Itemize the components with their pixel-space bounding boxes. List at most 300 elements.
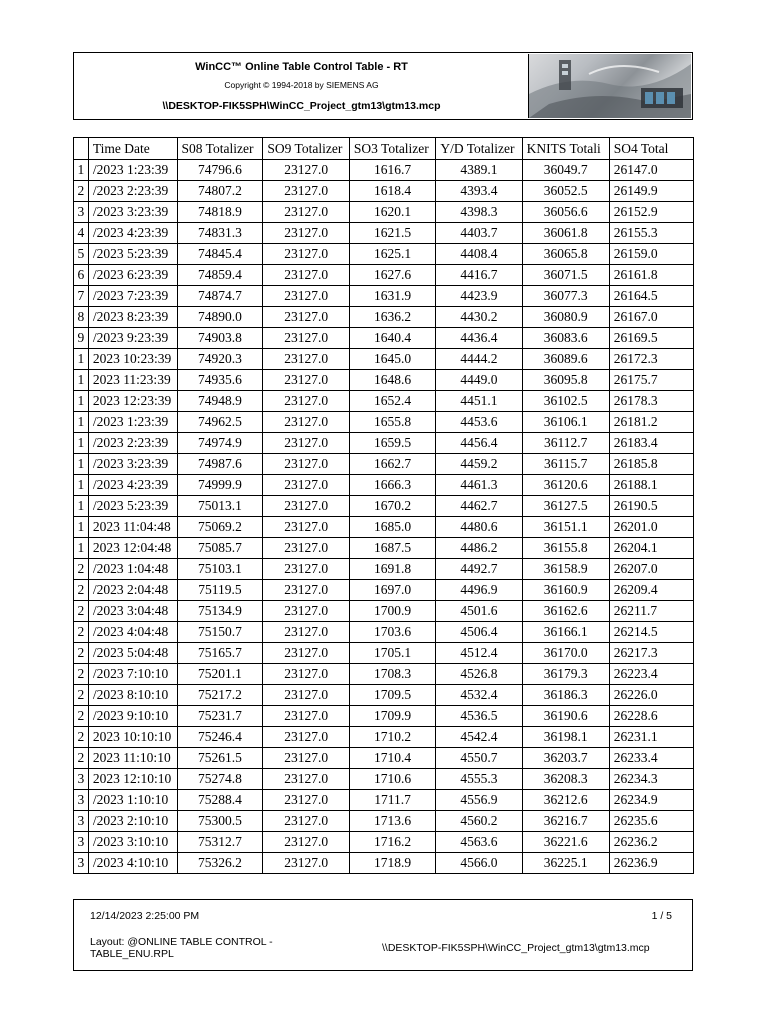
cell-so3-totalizer: 1687.5 <box>349 538 435 559</box>
cell-so4-totalizer: 26211.7 <box>609 601 693 622</box>
row-index: 2 <box>74 580 88 601</box>
cell-so4-totalizer: 26167.0 <box>609 307 693 328</box>
cell-s08-totalizer: 74807.2 <box>177 181 263 202</box>
cell-knits-totalizer: 36158.9 <box>522 559 609 580</box>
cell-so9-totalizer: 23127.0 <box>263 832 349 853</box>
cell-s08-totalizer: 74874.7 <box>177 286 263 307</box>
cell-so4-totalizer: 26152.9 <box>609 202 693 223</box>
cell-s08-totalizer: 74935.6 <box>177 370 263 391</box>
cell-so3-totalizer: 1631.9 <box>349 286 435 307</box>
table-row[interactable] <box>74 832 694 853</box>
cell-yd-totalizer: 4560.2 <box>436 811 522 832</box>
cell-yd-totalizer: 4408.4 <box>436 244 522 265</box>
cell-time-date: /2023 1:10:10 <box>88 790 177 811</box>
copyright-text: Copyright © 1994-2018 by SIEMENS AG <box>224 80 379 90</box>
cell-knits-totalizer: 36155.8 <box>522 538 609 559</box>
cell-yd-totalizer: 4536.5 <box>436 706 522 727</box>
cell-yd-totalizer: 4501.6 <box>436 601 522 622</box>
cell-so9-totalizer: 23127.0 <box>263 769 349 790</box>
cell-so9-totalizer: 23127.0 <box>263 223 349 244</box>
cell-s08-totalizer: 74948.9 <box>177 391 263 412</box>
row-index: 6 <box>74 265 88 286</box>
cell-so3-totalizer: 1711.7 <box>349 790 435 811</box>
page-number: 1 / 5 <box>651 910 672 922</box>
cell-so9-totalizer: 23127.0 <box>263 664 349 685</box>
cell-so9-totalizer: 23127.0 <box>263 433 349 454</box>
cell-yd-totalizer: 4423.9 <box>436 286 522 307</box>
row-index: 1 <box>74 454 88 475</box>
cell-so3-totalizer: 1685.0 <box>349 517 435 538</box>
row-index: 3 <box>74 202 88 223</box>
cell-time-date: /2023 2:23:39 <box>88 181 177 202</box>
row-index: 2 <box>74 727 88 748</box>
wincc-logo-graphic <box>529 54 691 118</box>
cell-so4-totalizer: 26155.3 <box>609 223 693 244</box>
table-row[interactable] <box>74 538 694 559</box>
row-index: 1 <box>74 433 88 454</box>
cell-so4-totalizer: 26209.4 <box>609 580 693 601</box>
table-row[interactable] <box>74 307 694 328</box>
cell-time-date: /2023 4:23:39 <box>88 475 177 496</box>
cell-time-date: /2023 3:10:10 <box>88 832 177 853</box>
row-index: 2 <box>74 622 88 643</box>
cell-so3-totalizer: 1636.2 <box>349 307 435 328</box>
cell-yd-totalizer: 4449.0 <box>436 370 522 391</box>
table-row[interactable] <box>74 475 694 496</box>
cell-yd-totalizer: 4389.1 <box>436 160 522 181</box>
cell-knits-totalizer: 36127.5 <box>522 496 609 517</box>
row-index: 8 <box>74 307 88 328</box>
cell-so3-totalizer: 1662.7 <box>349 454 435 475</box>
cell-so9-totalizer: 23127.0 <box>263 370 349 391</box>
cell-so3-totalizer: 1655.8 <box>349 412 435 433</box>
cell-time-date: /2023 6:23:39 <box>88 265 177 286</box>
row-index: 2 <box>74 748 88 769</box>
row-index: 5 <box>74 244 88 265</box>
row-index: 2 <box>74 685 88 706</box>
cell-knits-totalizer: 36112.7 <box>522 433 609 454</box>
column-header-knits-totalizer[interactable]: KNITS Totali <box>522 138 609 160</box>
project-path: \\DESKTOP-FIK5SPH\WinCC_Project_gtm13\gtm13.mcp <box>162 100 441 112</box>
row-index: 2 <box>74 664 88 685</box>
cell-yd-totalizer: 4506.4 <box>436 622 522 643</box>
cell-so3-totalizer: 1700.9 <box>349 601 435 622</box>
cell-s08-totalizer: 74920.3 <box>177 349 263 370</box>
cell-s08-totalizer: 74796.6 <box>177 160 263 181</box>
cell-s08-totalizer: 75246.4 <box>177 727 263 748</box>
cell-s08-totalizer: 75261.5 <box>177 748 263 769</box>
cell-so9-totalizer: 23127.0 <box>263 601 349 622</box>
cell-knits-totalizer: 36102.5 <box>522 391 609 412</box>
column-header-so4-totalizer[interactable]: SO4 Total <box>609 138 693 160</box>
column-header-index <box>74 138 88 160</box>
table-row[interactable] <box>74 580 694 601</box>
cell-so3-totalizer: 1659.5 <box>349 433 435 454</box>
cell-time-date: /2023 8:23:39 <box>88 307 177 328</box>
cell-time-date: /2023 8:10:10 <box>88 685 177 706</box>
cell-so3-totalizer: 1691.8 <box>349 559 435 580</box>
cell-so9-totalizer: 23127.0 <box>263 496 349 517</box>
cell-knits-totalizer: 36065.8 <box>522 244 609 265</box>
row-index: 3 <box>74 790 88 811</box>
cell-yd-totalizer: 4563.6 <box>436 832 522 853</box>
cell-s08-totalizer: 74845.4 <box>177 244 263 265</box>
table-row[interactable] <box>74 748 694 769</box>
cell-yd-totalizer: 4444.2 <box>436 349 522 370</box>
cell-so3-totalizer: 1710.6 <box>349 769 435 790</box>
cell-time-date: /2023 4:10:10 <box>88 853 177 874</box>
cell-knits-totalizer: 36198.1 <box>522 727 609 748</box>
cell-time-date: 2023 12:10:10 <box>88 769 177 790</box>
cell-s08-totalizer: 75217.2 <box>177 685 263 706</box>
cell-time-date: /2023 1:04:48 <box>88 559 177 580</box>
cell-so9-totalizer: 23127.0 <box>263 286 349 307</box>
online-table <box>73 137 694 874</box>
cell-time-date: /2023 4:23:39 <box>88 223 177 244</box>
cell-so3-totalizer: 1648.6 <box>349 370 435 391</box>
cell-knits-totalizer: 36052.5 <box>522 181 609 202</box>
cell-so9-totalizer: 23127.0 <box>263 391 349 412</box>
cell-time-date: /2023 5:23:39 <box>88 244 177 265</box>
column-header-time-date[interactable]: Time Date <box>88 138 177 160</box>
table-row[interactable] <box>74 454 694 475</box>
cell-yd-totalizer: 4403.7 <box>436 223 522 244</box>
cell-yd-totalizer: 4486.2 <box>436 538 522 559</box>
cell-knits-totalizer: 36077.3 <box>522 286 609 307</box>
cell-s08-totalizer: 74859.4 <box>177 265 263 286</box>
cell-time-date: /2023 9:23:39 <box>88 328 177 349</box>
cell-so9-totalizer: 23127.0 <box>263 706 349 727</box>
cell-time-date: /2023 2:10:10 <box>88 811 177 832</box>
row-index: 1 <box>74 160 88 181</box>
cell-yd-totalizer: 4555.3 <box>436 769 522 790</box>
table-header-row <box>74 138 694 160</box>
cell-knits-totalizer: 36162.6 <box>522 601 609 622</box>
table-row[interactable] <box>74 244 694 265</box>
cell-knits-totalizer: 36225.1 <box>522 853 609 874</box>
row-index: 3 <box>74 811 88 832</box>
cell-s08-totalizer: 75326.2 <box>177 853 263 874</box>
cell-so4-totalizer: 26204.1 <box>609 538 693 559</box>
cell-knits-totalizer: 36120.6 <box>522 475 609 496</box>
table-row[interactable] <box>74 601 694 622</box>
cell-so9-totalizer: 23127.0 <box>263 853 349 874</box>
report-header-text <box>74 53 529 119</box>
cell-yd-totalizer: 4461.3 <box>436 475 522 496</box>
cell-so4-totalizer: 26226.0 <box>609 685 693 706</box>
cell-yd-totalizer: 4566.0 <box>436 853 522 874</box>
row-index: 1 <box>74 391 88 412</box>
cell-so3-totalizer: 1640.4 <box>349 328 435 349</box>
cell-yd-totalizer: 4393.4 <box>436 181 522 202</box>
cell-so4-totalizer: 26217.3 <box>609 643 693 664</box>
row-index: 3 <box>74 769 88 790</box>
cell-so4-totalizer: 26234.3 <box>609 769 693 790</box>
cell-so4-totalizer: 26178.3 <box>609 391 693 412</box>
cell-so9-totalizer: 23127.0 <box>263 454 349 475</box>
cell-time-date: /2023 4:04:48 <box>88 622 177 643</box>
row-index: 1 <box>74 496 88 517</box>
table-row[interactable] <box>74 349 694 370</box>
cell-so4-totalizer: 26234.9 <box>609 790 693 811</box>
cell-s08-totalizer: 75165.7 <box>177 643 263 664</box>
cell-so3-totalizer: 1703.6 <box>349 622 435 643</box>
cell-s08-totalizer: 75201.1 <box>177 664 263 685</box>
table-row[interactable] <box>74 496 694 517</box>
cell-so4-totalizer: 26183.4 <box>609 433 693 454</box>
cell-so9-totalizer: 23127.0 <box>263 727 349 748</box>
cell-so4-totalizer: 26214.5 <box>609 622 693 643</box>
table-row[interactable] <box>74 181 694 202</box>
cell-so3-totalizer: 1645.0 <box>349 349 435 370</box>
cell-knits-totalizer: 36190.6 <box>522 706 609 727</box>
cell-time-date: 2023 11:23:39 <box>88 370 177 391</box>
cell-knits-totalizer: 36179.3 <box>522 664 609 685</box>
cell-s08-totalizer: 74831.3 <box>177 223 263 244</box>
cell-yd-totalizer: 4436.4 <box>436 328 522 349</box>
cell-so4-totalizer: 26235.6 <box>609 811 693 832</box>
cell-so4-totalizer: 26169.5 <box>609 328 693 349</box>
cell-s08-totalizer: 75134.9 <box>177 601 263 622</box>
cell-s08-totalizer: 74987.6 <box>177 454 263 475</box>
cell-so4-totalizer: 26231.1 <box>609 727 693 748</box>
row-index: 1 <box>74 370 88 391</box>
cell-so3-totalizer: 1710.2 <box>349 727 435 748</box>
cell-so9-totalizer: 23127.0 <box>263 244 349 265</box>
cell-time-date: 2023 11:04:48 <box>88 517 177 538</box>
row-index: 9 <box>74 328 88 349</box>
table-row[interactable] <box>74 559 694 580</box>
cell-knits-totalizer: 36106.1 <box>522 412 609 433</box>
cell-so9-totalizer: 23127.0 <box>263 559 349 580</box>
cell-so9-totalizer: 23127.0 <box>263 643 349 664</box>
cell-yd-totalizer: 4496.9 <box>436 580 522 601</box>
wincc-logo-image <box>528 54 691 118</box>
print-timestamp: 12/14/2023 2:25:00 PM <box>90 910 200 922</box>
cell-s08-totalizer: 74890.0 <box>177 307 263 328</box>
cell-yd-totalizer: 4526.8 <box>436 664 522 685</box>
cell-s08-totalizer: 75103.1 <box>177 559 263 580</box>
cell-time-date: /2023 5:04:48 <box>88 643 177 664</box>
cell-so3-totalizer: 1670.2 <box>349 496 435 517</box>
table-row[interactable] <box>74 286 694 307</box>
cell-so3-totalizer: 1710.4 <box>349 748 435 769</box>
cell-s08-totalizer: 75013.1 <box>177 496 263 517</box>
cell-s08-totalizer: 75069.2 <box>177 517 263 538</box>
column-header-so9-totalizer[interactable]: SO9 Totalizer <box>263 138 349 160</box>
cell-so3-totalizer: 1716.2 <box>349 832 435 853</box>
table-row[interactable] <box>74 706 694 727</box>
footer-project-path: \\DESKTOP-FIK5SPH\WinCC_Project_gtm13\gtm13.mcp <box>382 942 650 954</box>
data-table <box>74 138 694 874</box>
cell-time-date: /2023 3:23:39 <box>88 454 177 475</box>
column-header-yd-totalizer[interactable]: Y/D Totalizer <box>436 138 522 160</box>
cell-knits-totalizer: 36049.7 <box>522 160 609 181</box>
cell-time-date: /2023 9:10:10 <box>88 706 177 727</box>
layout-name: Layout: @ONLINE TABLE CONTROL - TABLE_ENU.RPL <box>90 936 273 960</box>
row-index: 1 <box>74 538 88 559</box>
cell-time-date: 2023 10:23:39 <box>88 349 177 370</box>
cell-so4-totalizer: 26161.8 <box>609 265 693 286</box>
cell-yd-totalizer: 4416.7 <box>436 265 522 286</box>
table-row[interactable] <box>74 202 694 223</box>
cell-knits-totalizer: 36071.5 <box>522 265 609 286</box>
cell-so3-totalizer: 1697.0 <box>349 580 435 601</box>
cell-yd-totalizer: 4456.4 <box>436 433 522 454</box>
cell-yd-totalizer: 4459.2 <box>436 454 522 475</box>
row-index: 3 <box>74 832 88 853</box>
cell-knits-totalizer: 36095.8 <box>522 370 609 391</box>
cell-s08-totalizer: 74903.8 <box>177 328 263 349</box>
cell-s08-totalizer: 74818.9 <box>177 202 263 223</box>
table-row[interactable] <box>74 727 694 748</box>
cell-knits-totalizer: 36089.6 <box>522 349 609 370</box>
row-index: 2 <box>74 706 88 727</box>
table-row[interactable] <box>74 643 694 664</box>
cell-s08-totalizer: 75150.7 <box>177 622 263 643</box>
cell-s08-totalizer: 75231.7 <box>177 706 263 727</box>
cell-so9-totalizer: 23127.0 <box>263 160 349 181</box>
cell-so3-totalizer: 1713.6 <box>349 811 435 832</box>
report-footer <box>73 899 693 971</box>
row-index: 2 <box>74 643 88 664</box>
row-index: 1 <box>74 517 88 538</box>
row-index: 4 <box>74 223 88 244</box>
cell-knits-totalizer: 36221.6 <box>522 832 609 853</box>
cell-so9-totalizer: 23127.0 <box>263 181 349 202</box>
cell-knits-totalizer: 36216.7 <box>522 811 609 832</box>
cell-yd-totalizer: 4550.7 <box>436 748 522 769</box>
cell-time-date: /2023 7:23:39 <box>88 286 177 307</box>
cell-so9-totalizer: 23127.0 <box>263 202 349 223</box>
cell-so4-totalizer: 26201.0 <box>609 517 693 538</box>
cell-so3-totalizer: 1620.1 <box>349 202 435 223</box>
table-row[interactable] <box>74 685 694 706</box>
cell-time-date: 2023 12:23:39 <box>88 391 177 412</box>
cell-so9-totalizer: 23127.0 <box>263 790 349 811</box>
cell-knits-totalizer: 36166.1 <box>522 622 609 643</box>
cell-so9-totalizer: 23127.0 <box>263 622 349 643</box>
table-row[interactable] <box>74 370 694 391</box>
cell-s08-totalizer: 75119.5 <box>177 580 263 601</box>
cell-so4-totalizer: 26233.4 <box>609 748 693 769</box>
cell-so9-totalizer: 23127.0 <box>263 811 349 832</box>
row-index: 1 <box>74 412 88 433</box>
cell-time-date: /2023 7:10:10 <box>88 664 177 685</box>
table-row[interactable] <box>74 433 694 454</box>
cell-so3-totalizer: 1709.5 <box>349 685 435 706</box>
cell-s08-totalizer: 75085.7 <box>177 538 263 559</box>
row-index: 2 <box>74 601 88 622</box>
table-row[interactable] <box>74 769 694 790</box>
row-index: 3 <box>74 853 88 874</box>
cell-so4-totalizer: 26228.6 <box>609 706 693 727</box>
cell-so4-totalizer: 26159.0 <box>609 244 693 265</box>
report-title: WinCC™ Online Table Control Table - RT <box>195 61 408 73</box>
cell-knits-totalizer: 36203.7 <box>522 748 609 769</box>
cell-so9-totalizer: 23127.0 <box>263 580 349 601</box>
cell-so3-totalizer: 1709.9 <box>349 706 435 727</box>
cell-so4-totalizer: 26190.5 <box>609 496 693 517</box>
table-row[interactable] <box>74 622 694 643</box>
table-row[interactable] <box>74 160 694 181</box>
cell-yd-totalizer: 4542.4 <box>436 727 522 748</box>
cell-time-date: 2023 12:04:48 <box>88 538 177 559</box>
cell-s08-totalizer: 75312.7 <box>177 832 263 853</box>
cell-so3-totalizer: 1666.3 <box>349 475 435 496</box>
table-row[interactable] <box>74 265 694 286</box>
cell-so3-totalizer: 1708.3 <box>349 664 435 685</box>
table-row[interactable] <box>74 412 694 433</box>
cell-knits-totalizer: 36080.9 <box>522 307 609 328</box>
cell-yd-totalizer: 4480.6 <box>436 517 522 538</box>
cell-s08-totalizer: 75274.8 <box>177 769 263 790</box>
cell-so4-totalizer: 26223.4 <box>609 664 693 685</box>
cell-time-date: 2023 10:10:10 <box>88 727 177 748</box>
table-row[interactable] <box>74 328 694 349</box>
cell-so3-totalizer: 1705.1 <box>349 643 435 664</box>
cell-yd-totalizer: 4462.7 <box>436 496 522 517</box>
table-row[interactable] <box>74 811 694 832</box>
cell-so4-totalizer: 26147.0 <box>609 160 693 181</box>
cell-so9-totalizer: 23127.0 <box>263 328 349 349</box>
cell-yd-totalizer: 4532.4 <box>436 685 522 706</box>
row-index: 1 <box>74 349 88 370</box>
cell-knits-totalizer: 36083.6 <box>522 328 609 349</box>
report-header <box>73 52 693 120</box>
cell-s08-totalizer: 74974.9 <box>177 433 263 454</box>
cell-yd-totalizer: 4556.9 <box>436 790 522 811</box>
cell-yd-totalizer: 4492.7 <box>436 559 522 580</box>
cell-knits-totalizer: 36151.1 <box>522 517 609 538</box>
table-row[interactable] <box>74 391 694 412</box>
table-row[interactable] <box>74 664 694 685</box>
cell-time-date: /2023 3:04:48 <box>88 601 177 622</box>
cell-yd-totalizer: 4430.2 <box>436 307 522 328</box>
cell-so3-totalizer: 1718.9 <box>349 853 435 874</box>
table-row[interactable] <box>74 223 694 244</box>
cell-so9-totalizer: 23127.0 <box>263 349 349 370</box>
row-index: 2 <box>74 181 88 202</box>
cell-so3-totalizer: 1627.6 <box>349 265 435 286</box>
cell-time-date: /2023 2:23:39 <box>88 433 177 454</box>
cell-yd-totalizer: 4512.4 <box>436 643 522 664</box>
cell-yd-totalizer: 4451.1 <box>436 391 522 412</box>
cell-knits-totalizer: 36212.6 <box>522 790 609 811</box>
cell-knits-totalizer: 36186.3 <box>522 685 609 706</box>
table-row[interactable] <box>74 790 694 811</box>
cell-so4-totalizer: 26236.2 <box>609 832 693 853</box>
cell-so3-totalizer: 1616.7 <box>349 160 435 181</box>
column-header-so3-totalizer[interactable]: SO3 Totalizer <box>349 138 435 160</box>
cell-so9-totalizer: 23127.0 <box>263 517 349 538</box>
cell-so9-totalizer: 23127.0 <box>263 685 349 706</box>
cell-so4-totalizer: 26164.5 <box>609 286 693 307</box>
table-row[interactable] <box>74 853 694 874</box>
column-header-s08-totalizer[interactable]: S08 Totalizer <box>177 138 263 160</box>
table-row[interactable] <box>74 517 694 538</box>
cell-so4-totalizer: 26185.8 <box>609 454 693 475</box>
row-index: 2 <box>74 559 88 580</box>
cell-so4-totalizer: 26149.9 <box>609 181 693 202</box>
cell-yd-totalizer: 4398.3 <box>436 202 522 223</box>
cell-so4-totalizer: 26181.2 <box>609 412 693 433</box>
cell-s08-totalizer: 75300.5 <box>177 811 263 832</box>
cell-so9-totalizer: 23127.0 <box>263 748 349 769</box>
cell-yd-totalizer: 4453.6 <box>436 412 522 433</box>
row-index: 7 <box>74 286 88 307</box>
cell-so4-totalizer: 26172.3 <box>609 349 693 370</box>
